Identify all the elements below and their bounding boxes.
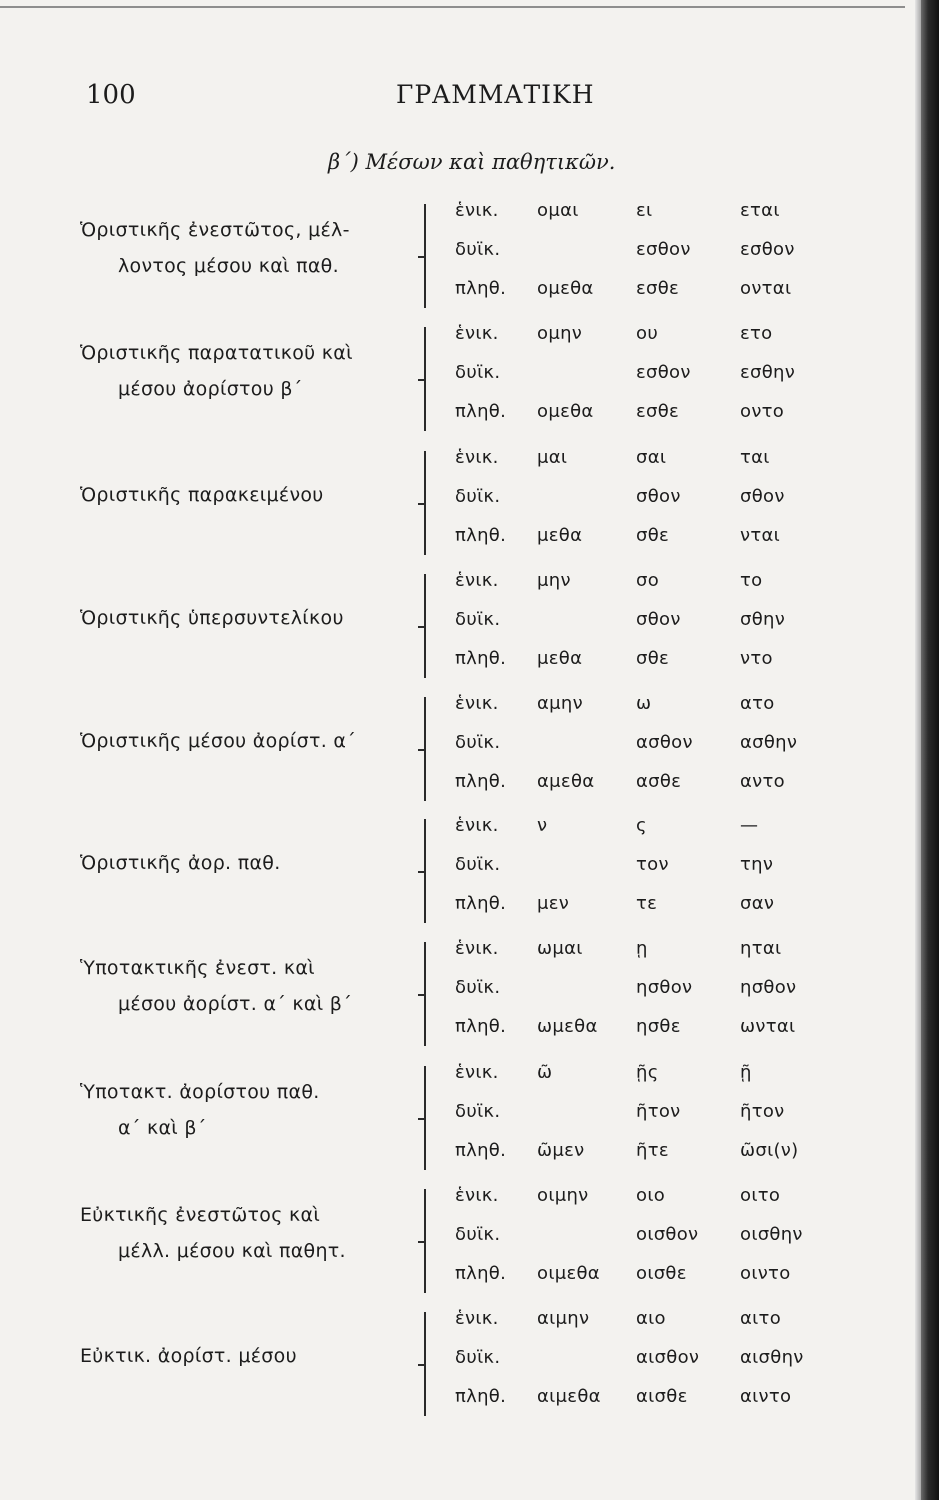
ending-cell: ησθον bbox=[636, 977, 693, 998]
number-label: δυϊκ. bbox=[455, 1347, 501, 1368]
number-label: πληθ. bbox=[455, 525, 507, 546]
ending-cell: μαι bbox=[537, 447, 568, 468]
ending-cell: ς bbox=[636, 815, 647, 836]
tense-mood-label-line: Ὁριστικῆς παρατατικοῦ καὶ bbox=[80, 342, 353, 364]
tense-mood-label-line: Ὁριστικῆς ὑπερσυντελίκου bbox=[80, 607, 344, 629]
ending-cell: ομην bbox=[537, 323, 583, 344]
ending-cell: αιο bbox=[636, 1308, 666, 1329]
ending-cell: ετο bbox=[740, 323, 773, 344]
ending-cell: ῆτον bbox=[740, 1101, 785, 1122]
ending-cell: εσθον bbox=[636, 362, 691, 383]
tense-mood-label bbox=[80, 212, 350, 284]
ending-cell: σθην bbox=[740, 609, 786, 630]
number-label: δυϊκ. bbox=[455, 609, 501, 630]
ending-cell: ωμαι bbox=[537, 938, 583, 959]
ending-cell: σθον bbox=[740, 486, 785, 507]
ending-cell: αμην bbox=[537, 693, 583, 714]
tense-mood-label-line: Ὁριστικῆς ἀορ. παθ. bbox=[80, 852, 281, 874]
tense-mood-label bbox=[80, 1197, 346, 1269]
tense-mood-label-line: Ὑποτακτ. ἀορίστου παθ. bbox=[80, 1081, 320, 1103]
tense-mood-label bbox=[80, 950, 352, 1022]
ending-cell: ῆτε bbox=[636, 1140, 669, 1161]
number-label: ἑνικ. bbox=[455, 1308, 499, 1329]
number-label: δυϊκ. bbox=[455, 732, 501, 753]
ending-cell: αιντο bbox=[740, 1386, 792, 1407]
ending-cell: ου bbox=[636, 323, 659, 344]
ending-cell: μεν bbox=[537, 893, 570, 914]
ending-cell: ται bbox=[740, 447, 770, 468]
number-label: ἑνικ. bbox=[455, 1062, 499, 1083]
number-label: ἑνικ. bbox=[455, 693, 499, 714]
ending-cell: ντο bbox=[740, 648, 773, 669]
ending-cell: ῆτον bbox=[636, 1101, 681, 1122]
ending-cell: εσθε bbox=[636, 278, 680, 299]
tense-mood-label bbox=[80, 600, 344, 636]
ending-cell: τον bbox=[636, 854, 669, 875]
ending-cell: οισθον bbox=[636, 1224, 699, 1245]
running-head: ΓΡΑΜΜΑΤΙΚΗ bbox=[396, 80, 595, 109]
number-label: δυϊκ. bbox=[455, 1224, 501, 1245]
ending-cell: ονται bbox=[740, 278, 792, 299]
ending-cell: αντο bbox=[740, 771, 785, 792]
tense-mood-label-line: Εὐκτικῆς ἐνεστῶτος καὶ bbox=[80, 1204, 321, 1226]
ending-cell: σθε bbox=[636, 525, 670, 546]
ending-cell: οισθην bbox=[740, 1224, 803, 1245]
number-label: δυϊκ. bbox=[455, 486, 501, 507]
ending-cell: οιμην bbox=[537, 1185, 589, 1206]
page-top-edge bbox=[0, 6, 905, 8]
ending-cell: εσθον bbox=[740, 239, 795, 260]
tense-mood-label bbox=[80, 1074, 320, 1146]
curly-brace bbox=[424, 1312, 438, 1416]
tense-mood-label-line: Ὁριστικῆς παρακειμένου bbox=[80, 484, 324, 506]
ending-cell: σθε bbox=[636, 648, 670, 669]
ending-cell: αιτο bbox=[740, 1308, 782, 1329]
ending-cell: σθον bbox=[636, 486, 681, 507]
curly-brace bbox=[424, 1189, 438, 1293]
ending-cell: εσθε bbox=[636, 401, 680, 422]
ending-cell: νται bbox=[740, 525, 781, 546]
ending-cell: ῶμεν bbox=[537, 1140, 585, 1161]
curly-brace bbox=[424, 451, 438, 555]
tense-mood-label-line: μέλλ. μέσου καὶ παθητ. bbox=[118, 1240, 346, 1262]
ending-cell: ῇ bbox=[740, 1062, 752, 1083]
number-label: δυϊκ. bbox=[455, 362, 501, 383]
number-label: ἑνικ. bbox=[455, 815, 499, 836]
ending-cell: αισθην bbox=[740, 1347, 804, 1368]
number-label: ἑνικ. bbox=[455, 323, 499, 344]
ending-cell: ει bbox=[636, 200, 653, 221]
ending-cell: εσθην bbox=[740, 362, 796, 383]
ending-cell: αισθον bbox=[636, 1347, 700, 1368]
number-label: πληθ. bbox=[455, 401, 507, 422]
tense-mood-label bbox=[80, 845, 281, 881]
ending-cell: ασθην bbox=[740, 732, 798, 753]
ending-cell: μεθα bbox=[537, 648, 583, 669]
page-number: 100 bbox=[86, 80, 136, 110]
tense-mood-label-line: μέσου ἀορίστου β΄ bbox=[118, 378, 303, 400]
ending-cell: αιμεθα bbox=[537, 1386, 601, 1407]
number-label: πληθ. bbox=[455, 278, 507, 299]
tense-mood-label-line: μέσου ἀορίστ. α΄ καὶ β΄ bbox=[118, 993, 353, 1015]
ending-cell: εται bbox=[740, 200, 780, 221]
number-label: ἑνικ. bbox=[455, 200, 499, 221]
tense-mood-label bbox=[80, 477, 324, 513]
number-label: δυϊκ. bbox=[455, 854, 501, 875]
number-label: ἑνικ. bbox=[455, 447, 499, 468]
ending-cell: ν bbox=[537, 815, 548, 836]
ending-cell: ομεθα bbox=[537, 278, 594, 299]
tense-mood-label-line: Ὁριστικῆς ἐνεστῶτος, μέλ- bbox=[80, 219, 350, 241]
ending-cell: ησθον bbox=[740, 977, 797, 998]
number-label: πληθ. bbox=[455, 893, 507, 914]
tense-mood-label-line: Ὑποτακτικῆς ἐνεστ. καὶ bbox=[80, 957, 315, 979]
tense-mood-label bbox=[80, 335, 353, 407]
ending-cell: οιο bbox=[636, 1185, 666, 1206]
ending-cell: το bbox=[740, 570, 763, 591]
ending-cell: — bbox=[740, 815, 759, 836]
number-label: πληθ. bbox=[455, 648, 507, 669]
ending-cell: ωμεθα bbox=[537, 1016, 598, 1037]
ending-cell: ῶσι(ν) bbox=[740, 1140, 799, 1161]
ending-cell: τε bbox=[636, 893, 658, 914]
ending-cell: σθον bbox=[636, 609, 681, 630]
number-label: ἑνικ. bbox=[455, 1185, 499, 1206]
curly-brace bbox=[424, 1066, 438, 1170]
number-label: πληθ. bbox=[455, 1016, 507, 1037]
ending-cell: ασθον bbox=[636, 732, 693, 753]
ending-cell: σο bbox=[636, 570, 660, 591]
ending-cell: αμεθα bbox=[537, 771, 595, 792]
ending-cell: ῶ bbox=[537, 1062, 553, 1083]
ending-cell: οντο bbox=[740, 401, 785, 422]
ending-cell: ομεθα bbox=[537, 401, 594, 422]
ending-cell: ῇς bbox=[636, 1062, 659, 1083]
ending-cell: οιμεθα bbox=[537, 1263, 600, 1284]
ending-cell: ομαι bbox=[537, 200, 579, 221]
section-subheading: β΄) Μέσων καὶ παθητικῶν. bbox=[328, 150, 616, 174]
ending-cell: αιμην bbox=[537, 1308, 590, 1329]
book-spine bbox=[921, 0, 939, 1500]
ending-cell: την bbox=[740, 854, 774, 875]
ending-cell: ηται bbox=[740, 938, 782, 959]
ending-cell: ασθε bbox=[636, 771, 682, 792]
ending-cell: μεθα bbox=[537, 525, 583, 546]
ending-cell: εσθον bbox=[636, 239, 691, 260]
ending-cell: αισθε bbox=[636, 1386, 688, 1407]
curly-brace bbox=[424, 204, 438, 308]
curly-brace bbox=[424, 942, 438, 1046]
number-label: ἑνικ. bbox=[455, 938, 499, 959]
ending-cell: ωνται bbox=[740, 1016, 796, 1037]
curly-brace bbox=[424, 327, 438, 431]
number-label: πληθ. bbox=[455, 771, 507, 792]
ending-cell: σαι bbox=[636, 447, 667, 468]
number-label: δυϊκ. bbox=[455, 977, 501, 998]
number-label: δυϊκ. bbox=[455, 1101, 501, 1122]
number-label: δυϊκ. bbox=[455, 239, 501, 260]
tense-mood-label bbox=[80, 723, 356, 759]
tense-mood-label-line: Ὁριστικῆς μέσου ἀορίστ. α΄ bbox=[80, 730, 357, 752]
curly-brace bbox=[424, 574, 438, 678]
ending-cell: οισθε bbox=[636, 1263, 687, 1284]
ending-cell: ατο bbox=[740, 693, 775, 714]
ending-cell: οιτο bbox=[740, 1185, 781, 1206]
curly-brace bbox=[424, 819, 438, 923]
curly-brace bbox=[424, 697, 438, 801]
tense-mood-label bbox=[80, 1338, 297, 1374]
ending-cell: οιντο bbox=[740, 1263, 791, 1284]
number-label: ἑνικ. bbox=[455, 570, 499, 591]
ending-cell: μην bbox=[537, 570, 571, 591]
ending-cell: ησθε bbox=[636, 1016, 681, 1037]
tense-mood-label-line: Εὐκτικ. ἀορίστ. μέσου bbox=[80, 1345, 297, 1367]
number-label: πληθ. bbox=[455, 1263, 507, 1284]
ending-cell: σαν bbox=[740, 893, 775, 914]
tense-mood-label-line: λοντος μέσου καὶ παθ. bbox=[118, 255, 339, 277]
ending-cell: ω bbox=[636, 693, 652, 714]
ending-cell: ῃ bbox=[636, 938, 648, 959]
number-label: πληθ. bbox=[455, 1140, 507, 1161]
tense-mood-label-line: α΄ καὶ β΄ bbox=[118, 1117, 207, 1139]
number-label: πληθ. bbox=[455, 1386, 507, 1407]
